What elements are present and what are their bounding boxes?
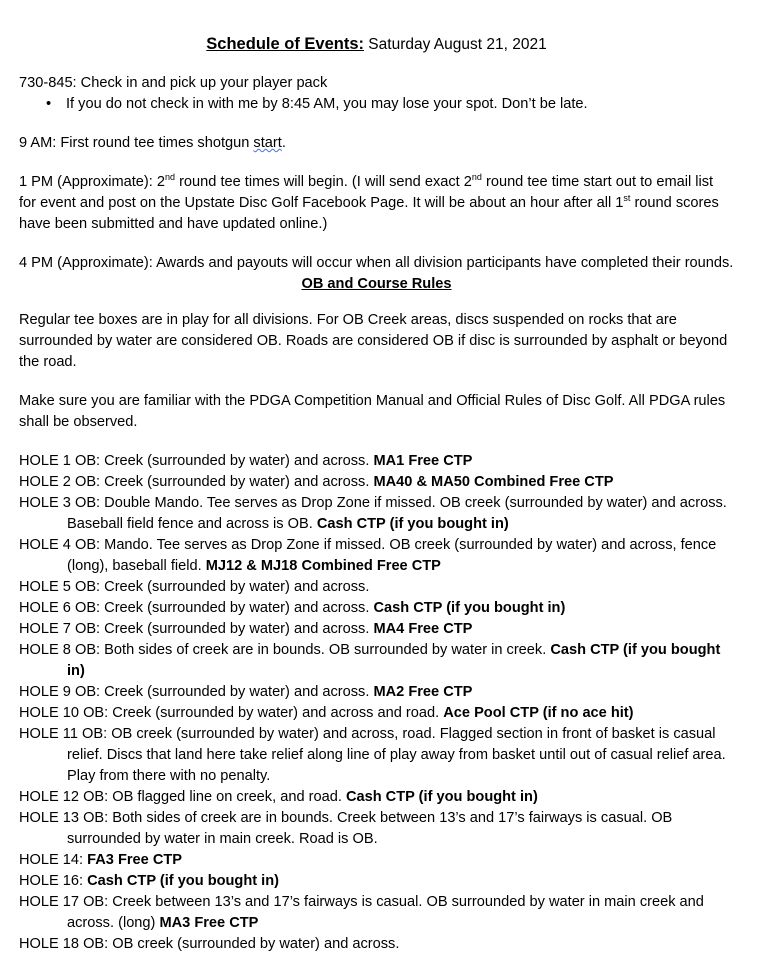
rules-heading: OB and Course Rules [301, 276, 452, 292]
hole-ctp-label: Cash CTP (if you bought in) [373, 600, 566, 616]
superscript-nd: nd [165, 172, 176, 182]
hole-rule-text: HOLE 4 OB: Mando. Tee serves as Drop Zone if missed. OB creek (surrounded by water) and across, fence (long), baseball field. [19, 537, 717, 574]
checkin-bullet [19, 94, 734, 115]
rules-paragraph-2: Make sure you are familiar with the PDGA Competition Manual and Official Rules of Disc Golf. All PDGA rules shall be observed. [19, 393, 726, 430]
hole-rule [19, 850, 734, 871]
hole-rule [19, 598, 734, 619]
spellcheck-word: start [253, 135, 282, 151]
hole-rule [19, 619, 734, 640]
hole-rule-text: HOLE 6 OB: Creek (surrounded by water) and across. [19, 600, 374, 616]
bullet-icon: • [46, 96, 52, 112]
hole-ctp-label: MA2 Free CTP [373, 684, 473, 700]
hole-rule [19, 640, 734, 682]
hole-rule-text: HOLE 3 OB: Double Mando. Tee serves as Drop Zone if missed. OB creek (surrounded by water) and across. Baseball field fence and across is OB. [19, 495, 727, 532]
hole-rule [19, 577, 734, 598]
hole-rule [19, 808, 734, 850]
hole-ctp-label: Cash CTP (if you bought in) [67, 642, 721, 679]
rules-paragraph-1: Regular tee boxes are in play for all divisions. For OB Creek areas, discs suspended on rocks that are surrounded by water are considered OB. Roads are considered OB if disc is surrounded by asphalt or beyond the road. [19, 312, 728, 370]
title-date: Saturday August 21, 2021 [364, 36, 547, 53]
hole-rule [19, 787, 734, 808]
hole-ctp-label: Ace Pool CTP (if no ace hit) [443, 705, 634, 721]
hole-rule [19, 892, 734, 934]
hole-rule [19, 871, 734, 892]
hole-rule-text: HOLE 17 OB: Creek between 13’s and 17’s fairways is casual. OB surrounded by water in main creek and across. (long) [19, 894, 704, 931]
document-page [19, 0, 734, 955]
hole-rule-text: HOLE 12 OB: OB flagged line on creek, and road. [19, 789, 346, 805]
awards-paragraph: 4 PM (Approximate): Awards and payouts will occur when all division participants have completed their rounds. [19, 255, 734, 271]
hole-rule-text: HOLE 7 OB: Creek (surrounded by water) and across. [19, 621, 374, 637]
first-round-text: 9 AM: First round tee times shotgun [19, 135, 254, 151]
hole-rule [19, 724, 734, 787]
hole-rule-text: HOLE 5 OB: Creek (surrounded by water) and across. [19, 579, 370, 595]
hole-rule-text: HOLE 8 OB: Both sides of creek are in bounds. OB surrounded by water in creek. [19, 642, 551, 658]
first-round-end: . [281, 135, 286, 151]
hole-ctp-label: Cash CTP (if you bought in) [87, 873, 280, 889]
hole-rule-text: HOLE 18 OB: OB creek (surrounded by water) and across. [19, 936, 400, 952]
second-round-paragraph [19, 172, 734, 235]
hole-ctp-label: MA3 Free CTP [159, 915, 259, 931]
hole-ctp-label: Cash CTP (if you bought in) [316, 516, 509, 532]
second-round-c: round tee time start out to email list for event and post on the Upstate Disc Golf Facebook Page. It will be about an hour after all 1 [19, 174, 714, 211]
hole-ctp-label: FA3 Free CTP [87, 852, 183, 868]
hole-rule-text: HOLE 9 OB: Creek (surrounded by water) and across. [19, 684, 374, 700]
hole-ctp-label: MA4 Free CTP [373, 621, 473, 637]
hole-rule-text: HOLE 10 OB: Creek (surrounded by water) and across and road. [19, 705, 444, 721]
hole-rule [19, 493, 734, 535]
checkin-bullet-text: If you do not check in with me by 8:45 AM, you may lose your spot. Don’t be late. [66, 96, 588, 112]
hole-rule [19, 703, 734, 724]
hole-rule [19, 934, 734, 955]
hole-ctp-label: MA1 Free CTP [373, 453, 473, 469]
hole-rule-text: HOLE 14: [19, 852, 88, 868]
hole-rule-text: HOLE 2 OB: Creek (surrounded by water) and across. [19, 474, 374, 490]
page-title [19, 33, 734, 55]
hole-ctp-label: Cash CTP (if you bought in) [345, 789, 538, 805]
hole-rule [19, 682, 734, 703]
hole-rule [19, 472, 734, 493]
hole-ctp-label: MJ12 & MJ18 Combined Free CTP [205, 558, 441, 574]
superscript-nd: nd [471, 172, 482, 182]
hole-rule [19, 451, 734, 472]
second-round-a: 1 PM (Approximate): 2 [19, 174, 165, 190]
hole-rule-text: HOLE 16: [19, 873, 88, 889]
hole-ctp-label: MA40 & MA50 Combined Free CTP [373, 474, 614, 490]
first-round-line [19, 133, 734, 154]
hole-rule-text: HOLE 13 OB: Both sides of creek are in bounds. Creek between 13’s and 17’s fairways is casual. OB surrounded by water in main creek. Road is OB. [19, 810, 673, 847]
hole-rule-text: HOLE 1 OB: Creek (surrounded by water) and across. [19, 453, 374, 469]
second-round-d: round scores have been submitted and have updated online.) [19, 195, 719, 232]
checkin-line: 730-845: Check in and pick up your player pack [19, 75, 328, 91]
hole-rule [19, 535, 734, 577]
hole-rule-text: HOLE 11 OB: OB creek (surrounded by water) and across, road. Flagged section in front of basket is casual relief. Discs that land here take relief along line of play away from basket until out of casual relief area. Play from there with no penalty. [19, 726, 726, 784]
hole-list [19, 451, 734, 955]
second-round-b: round tee times will begin. (I will send exact 2 [175, 174, 472, 190]
title-strong: Schedule of Events: [206, 35, 364, 53]
superscript-st: st [623, 193, 631, 203]
